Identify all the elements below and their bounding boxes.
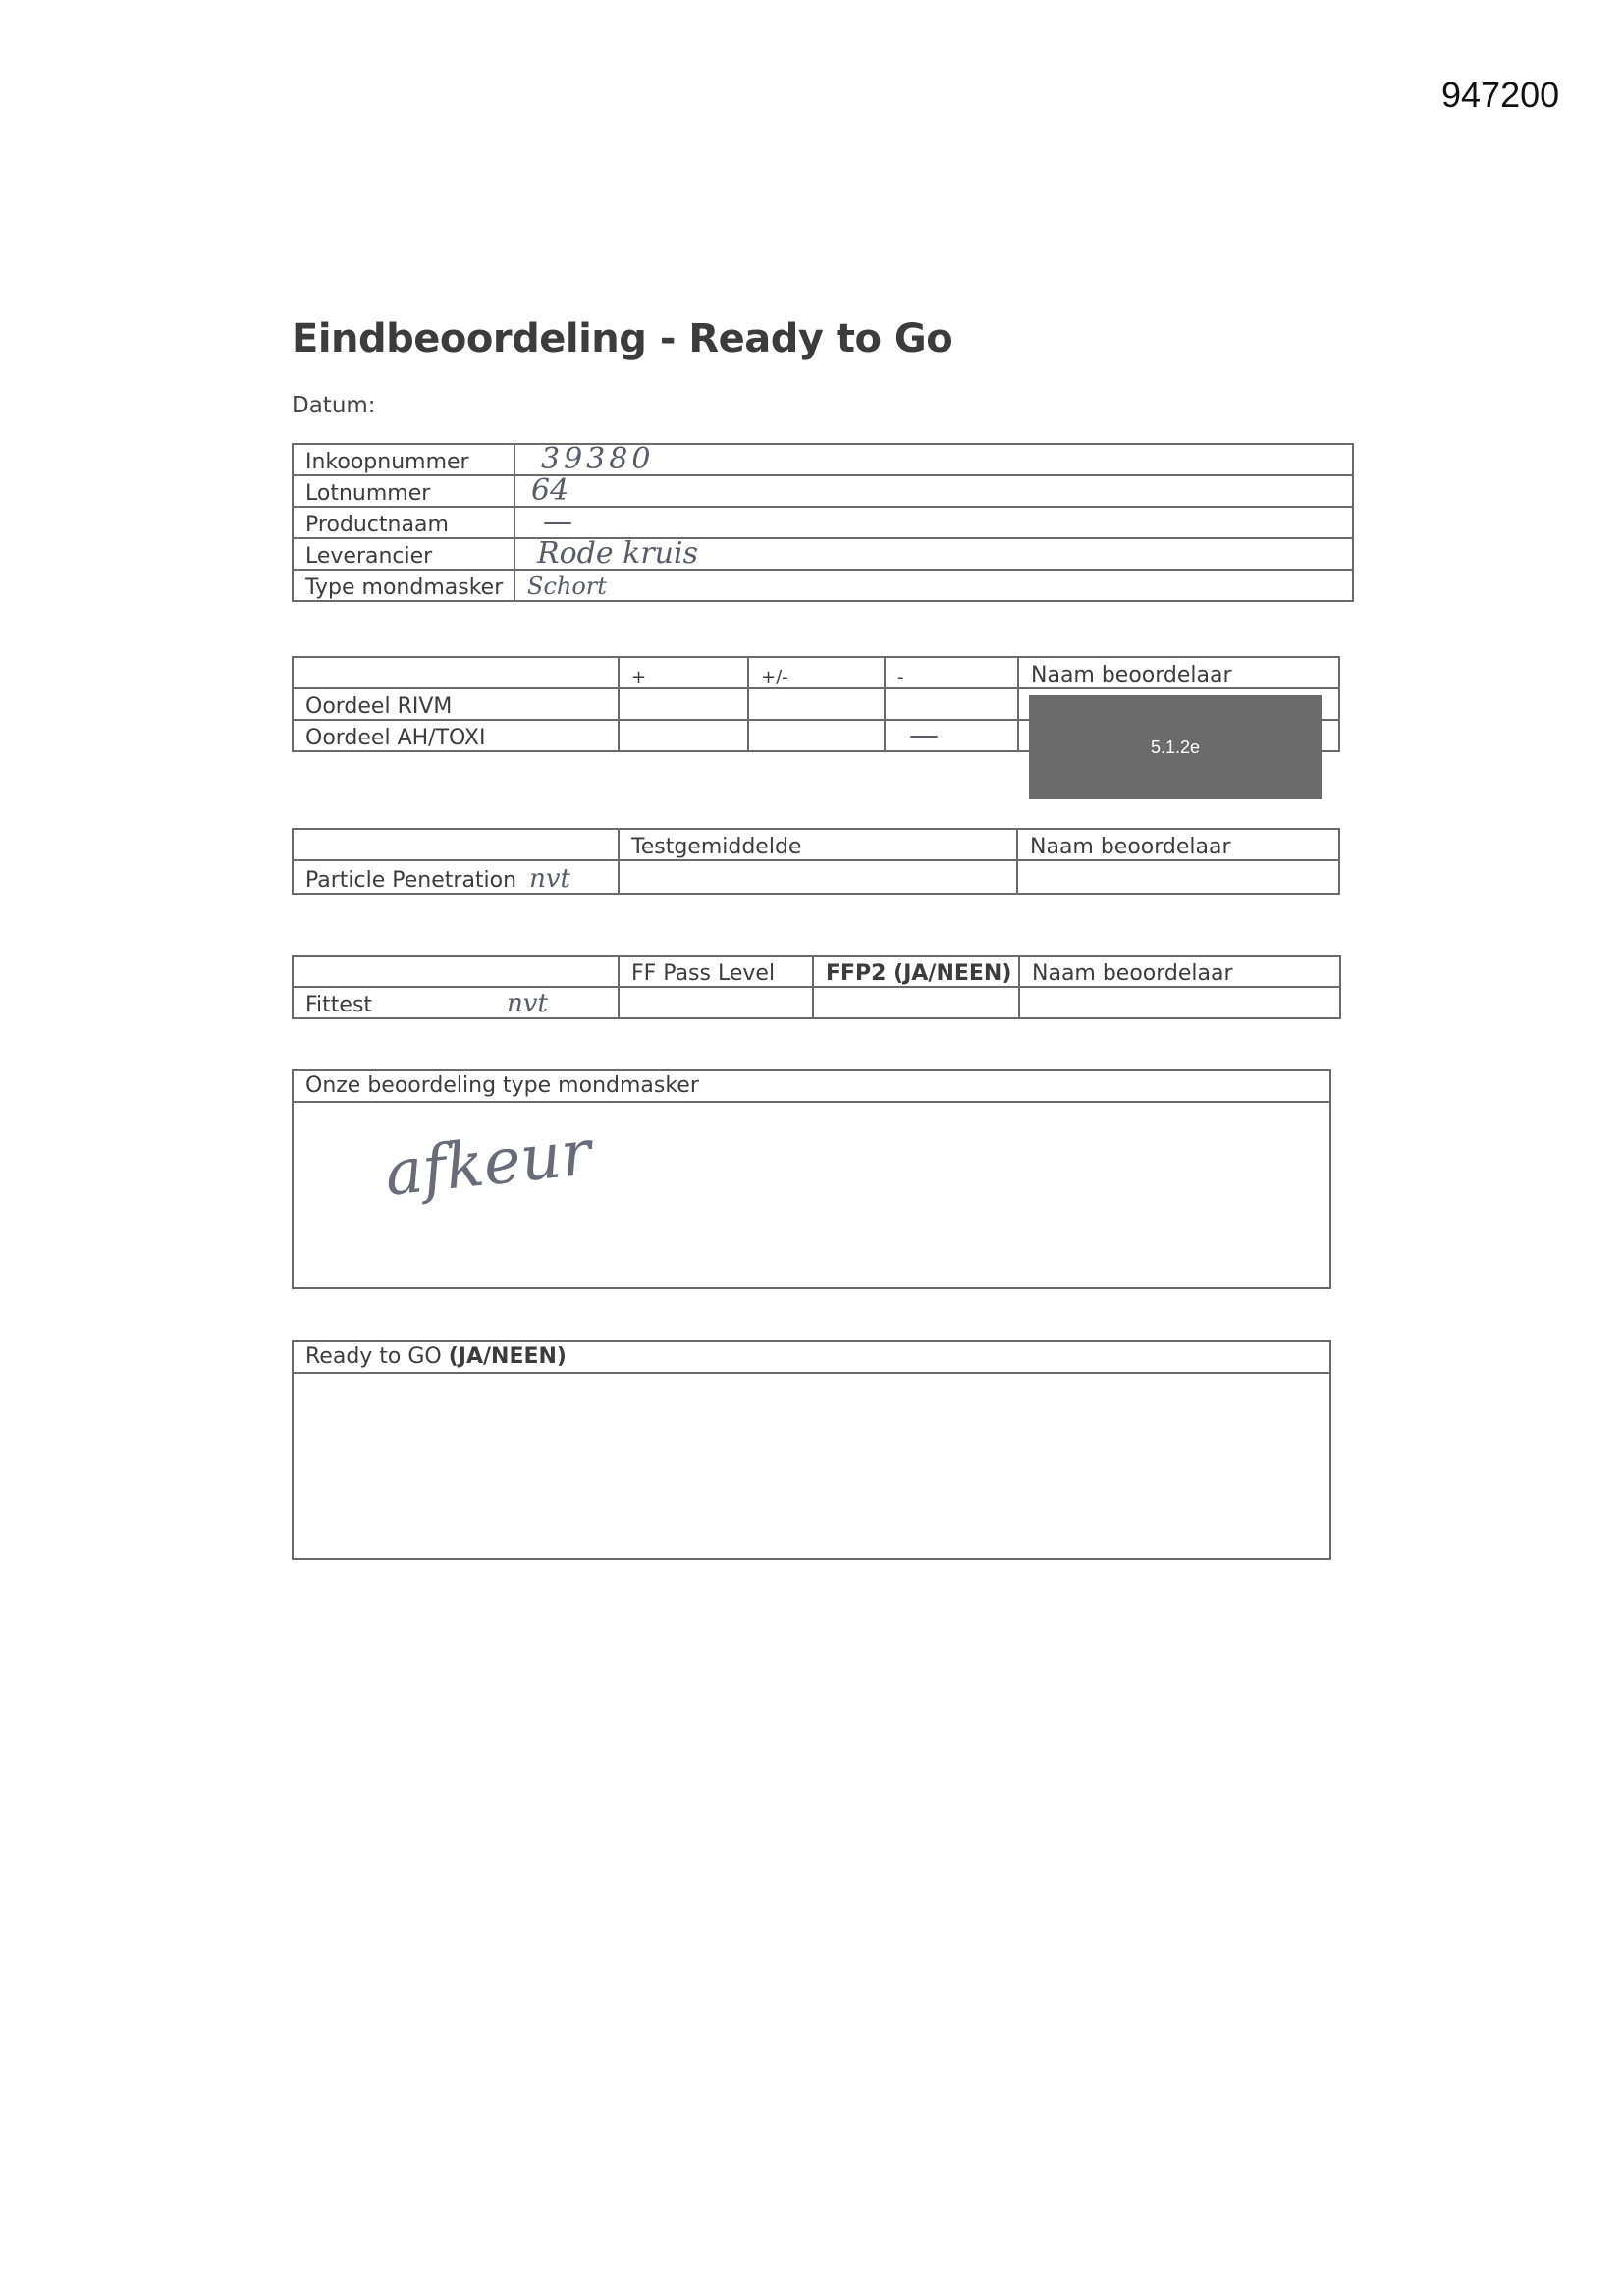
fittest-handwritten: nvt	[507, 989, 548, 1018]
header-naam: Naam beoordelaar	[1019, 956, 1340, 987]
table-row	[293, 444, 1353, 475]
cell-plus	[619, 720, 748, 751]
table-row	[293, 860, 1339, 894]
cell-ff-pass	[619, 987, 813, 1018]
handwritten-value	[514, 444, 1353, 475]
row-label	[293, 860, 619, 894]
table-row	[293, 538, 1353, 570]
row-label: Inkoopnummer	[293, 444, 514, 475]
handwritten-value	[514, 475, 1353, 507]
header-empty	[293, 657, 619, 688]
cell-plus	[619, 688, 748, 720]
cell-naam	[1019, 987, 1340, 1018]
page-title: Eindbeoordeling - Ready to Go	[292, 316, 953, 361]
header-plus: +	[619, 657, 748, 688]
row-label: Oordeel AH/TOXI	[293, 720, 619, 751]
particle-label: Particle Penetration	[305, 868, 517, 893]
table-row	[293, 507, 1353, 538]
cell-plusminus	[748, 688, 885, 720]
inkoopnummer-value: 39380	[541, 444, 655, 475]
info-table	[292, 443, 1354, 602]
header-ffp2: FFP2 (JA/NEEN)	[813, 956, 1019, 987]
ready-label-options: (JA/NEEN)	[448, 1344, 567, 1369]
table-header-row	[293, 829, 1339, 860]
redaction-block: 5.1.2e	[1029, 695, 1322, 799]
particle-table	[292, 828, 1340, 895]
header-ff-pass-level: FF Pass Level	[619, 956, 813, 987]
row-label: Productnaam	[293, 507, 514, 538]
ready-label-prefix: Ready to GO	[305, 1344, 449, 1369]
beoordeling-handwritten: afkeur	[381, 1117, 595, 1211]
header-naam: Naam beoordelaar	[1017, 829, 1339, 860]
cell-plusminus	[748, 720, 885, 751]
table-header-row	[293, 956, 1340, 987]
minus-mark: —	[909, 720, 939, 751]
row-label: Lotnummer	[293, 475, 514, 507]
type-mondmasker-label: Type mondmasker	[305, 575, 504, 600]
lotnummer-value: 64	[531, 475, 569, 507]
cell-ffp2	[813, 987, 1019, 1018]
cell-testgemiddelde	[619, 860, 1017, 894]
handwritten-value	[514, 507, 1353, 538]
header-plusminus: +/-	[748, 657, 885, 688]
row-label	[293, 570, 514, 601]
particle-handwritten: nvt	[529, 864, 570, 894]
ready-to-go-box	[292, 1340, 1331, 1560]
row-label: Leverancier	[293, 538, 514, 570]
leverancier-value: Rode kruis	[537, 538, 698, 570]
header-naam: Naam beoordelaar	[1018, 657, 1339, 688]
datum-label: Datum:	[292, 393, 376, 418]
table-row	[293, 570, 1353, 601]
fittest-label: Fittest	[305, 993, 373, 1017]
header-empty	[293, 829, 619, 860]
header-empty	[293, 956, 619, 987]
table-row	[293, 987, 1340, 1018]
handwritten-value	[514, 570, 1353, 601]
row-label	[293, 987, 619, 1018]
cell-minus	[885, 688, 1018, 720]
cell-minus	[885, 720, 1018, 751]
document-id: 947200	[1441, 75, 1560, 115]
fittest-table	[292, 955, 1341, 1019]
header-testgemiddelde: Testgemiddelde	[619, 829, 1017, 860]
beoordeling-label: Onze beoordeling type mondmasker	[294, 1071, 1329, 1103]
header-minus: -	[885, 657, 1018, 688]
table-header-row	[293, 657, 1339, 688]
row-label: Oordeel RIVM	[293, 688, 619, 720]
handwritten-value	[514, 538, 1353, 570]
table-row	[293, 475, 1353, 507]
type-value: Schort	[527, 573, 607, 600]
productnaam-value: —	[543, 507, 572, 538]
ready-to-go-label	[294, 1342, 1329, 1374]
cell-naam	[1017, 860, 1339, 894]
